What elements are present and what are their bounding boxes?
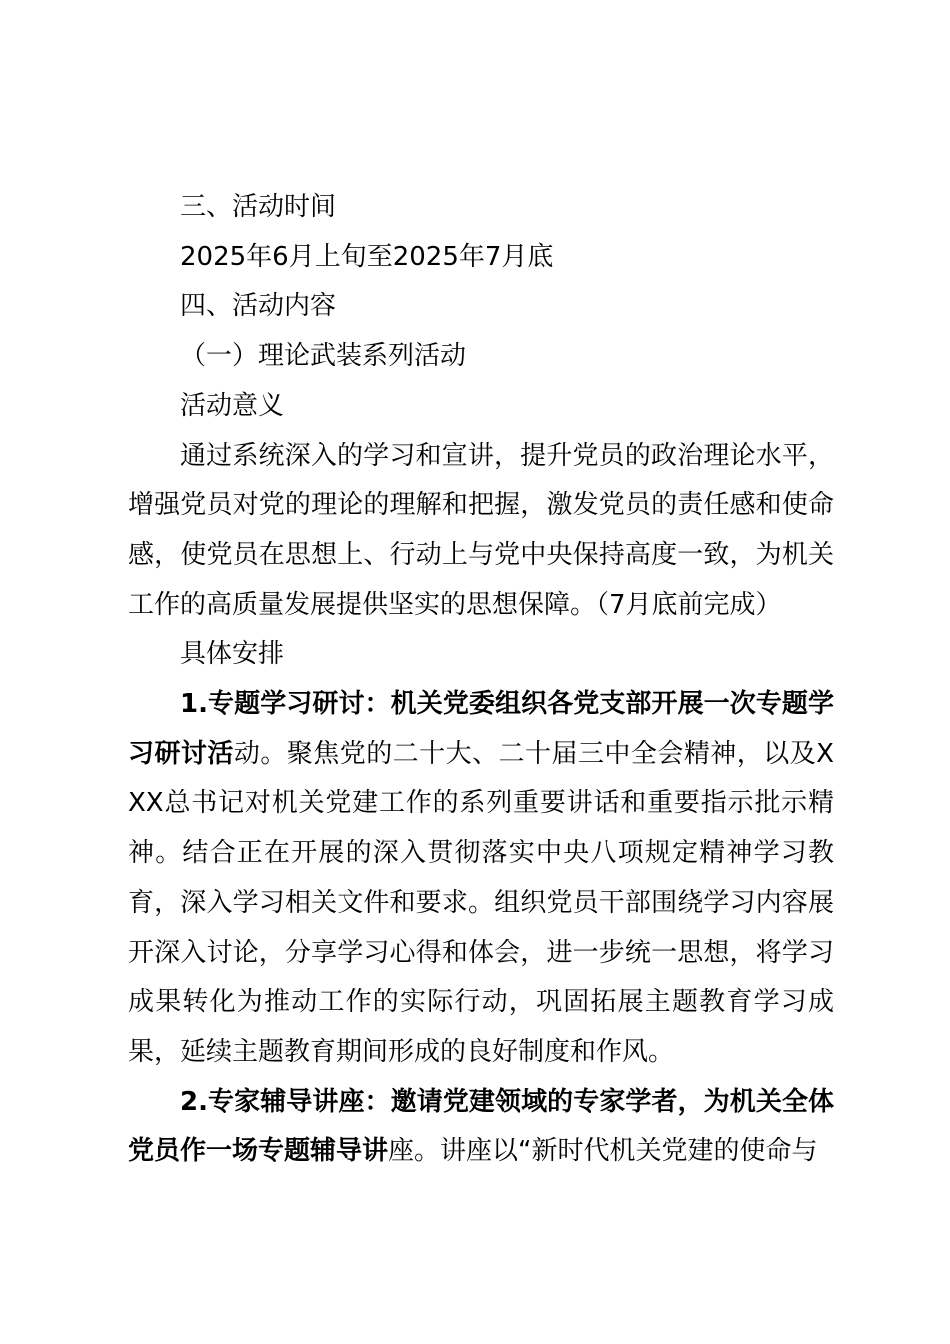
section3-heading: 三、活动时间: [180, 192, 337, 222]
item1-paragraph: [128, 680, 834, 1078]
section3-time: 2025年6月上旬至2025年7月底: [180, 241, 554, 272]
significance-paragraph: 通过系统深入的学习和宣讲，提升党员的政治理论水平，增强党员对党的理论的理解和把握，激发党员的责任感和使命感，使党员在思想上、行动上与党中央保持高度一致，为机关工作的高质量发展提供坚实的思想保障。（7月底前完成）: [128, 440, 834, 620]
arrangement-heading: 具体安排: [180, 639, 285, 670]
significance-heading: 活动意义: [180, 390, 285, 421]
item2-body: 座。讲座以“新时代机关党建的使命与: [388, 1136, 818, 1167]
section4-heading: 四、活动内容: [180, 291, 337, 322]
item2-bold-lead: 2.专家辅导讲座：邀请党建领域的专家学者，为机关全体党员作一场专题辅导讲: [128, 1086, 834, 1167]
document-page: [128, 183, 834, 1177]
item1-bold-lead: 1.专题学习研讨：机关党委组织各党支部开展一次专题学习研讨活: [128, 689, 834, 769]
item2-paragraph: [128, 1078, 834, 1177]
sub1-heading: （一）理论武装系列活动: [180, 341, 467, 372]
item1-body: 动。聚焦党的二十大、二十届三中全会精神，以及XXX总书记对机关党建工作的系列重要讲话和重要指示批示精神。结合正在开展的深入贯彻落实中央八项规定精神学习教育，深入学习相关文件和要求。组织党员干部围绕学习内容展开深入讨论，分享学习心得和体会，进一步统一思想，将学习成果转化为推动工作的实际行动，巩固拓展主题教育学习成果，延续主题教育期间形成的良好制度和作风。: [128, 738, 834, 1067]
